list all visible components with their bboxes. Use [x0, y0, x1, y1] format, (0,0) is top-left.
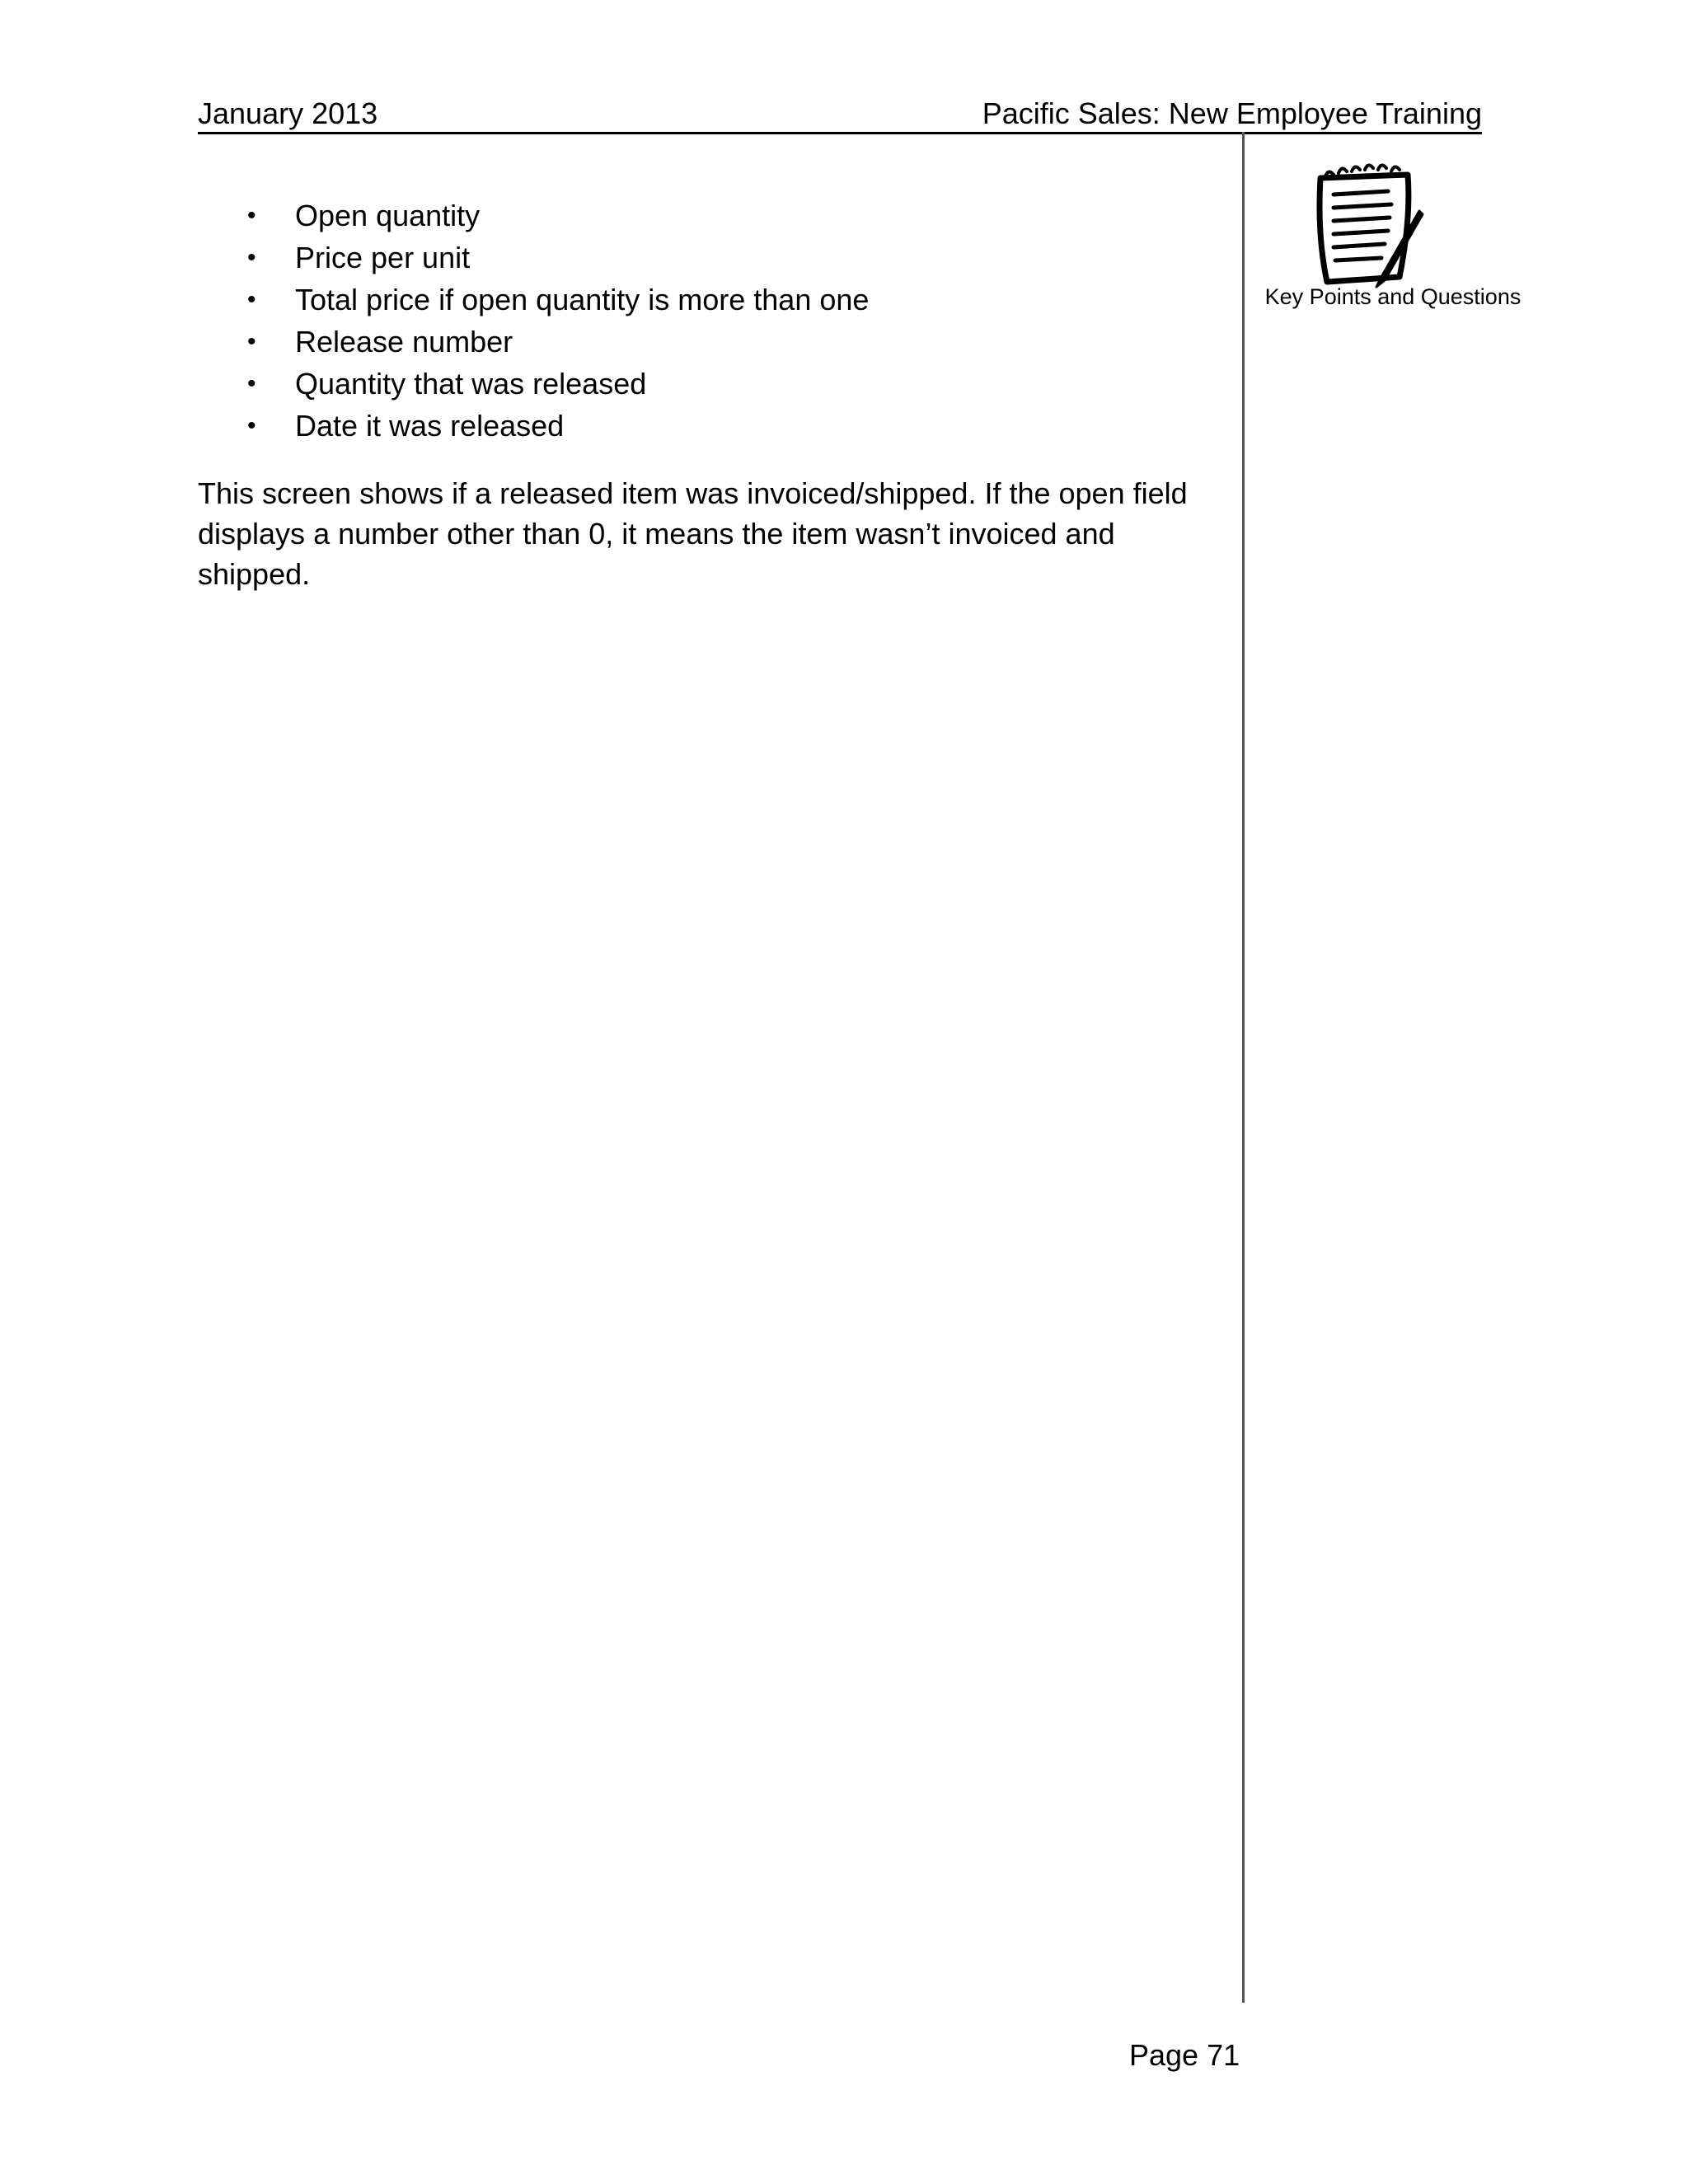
bullet-list	[198, 194, 1220, 447]
sidebar-label: Key Points and Questions	[1264, 284, 1522, 309]
list-item: • Release number	[198, 321, 1220, 363]
margin-divider	[1242, 132, 1245, 2003]
bullet-icon: •	[247, 202, 256, 229]
notepad-pen-icon	[1302, 153, 1426, 293]
list-item: • Quantity that was released	[198, 363, 1220, 405]
list-item: • Open quantity	[198, 194, 1220, 237]
bullet-icon: •	[247, 244, 256, 271]
body-paragraph	[198, 473, 1228, 594]
paragraph-line: shipped.	[198, 557, 311, 591]
paragraph-line: This screen shows if a released item was invoiced/shipped. If the open field	[198, 476, 1188, 510]
bullet-icon: •	[247, 328, 256, 355]
list-item: • Total price if open quantity is more than one	[198, 279, 1220, 321]
bullet-icon: •	[247, 286, 256, 313]
bullet-icon: •	[247, 370, 256, 397]
bullet-icon: •	[247, 412, 256, 439]
header-date: January 2013	[198, 96, 378, 130]
list-item: • Date it was released	[198, 405, 1220, 447]
header-title: Pacific Sales: New Employee Training	[982, 96, 1482, 130]
list-item: • Price per unit	[198, 237, 1220, 279]
page-header	[198, 96, 1482, 134]
paragraph-line: displays a number other than 0, it means the item wasn’t invoiced and	[198, 517, 1115, 551]
page-number: Page 71	[1129, 2038, 1240, 2072]
